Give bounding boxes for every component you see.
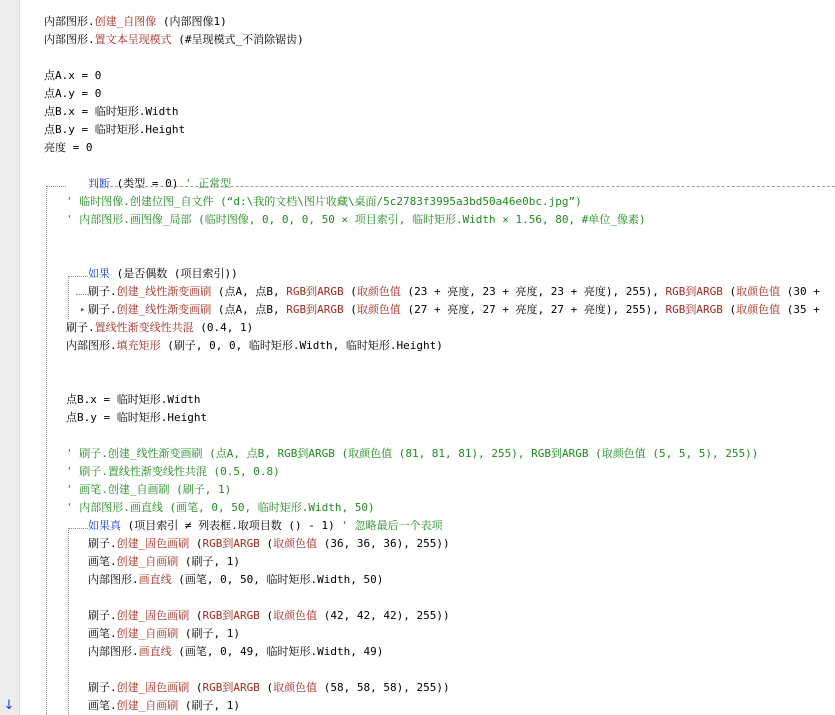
- code-token: (: [189, 609, 203, 622]
- arrow-right-icon: ▸: [80, 305, 86, 315]
- code-line[interactable]: [88, 571, 383, 589]
- code-token: 置线性渐变线性共混: [94, 321, 194, 334]
- code-token: 刷子.: [88, 681, 117, 694]
- code-line[interactable]: [66, 481, 231, 499]
- code-line[interactable]: [44, 139, 93, 157]
- code-line[interactable]: [88, 607, 450, 625]
- code-token: (: [189, 537, 203, 550]
- code-token: 填充矩形: [116, 339, 161, 352]
- code-token: 创建_固色画刷: [116, 609, 190, 622]
- code-token: 点B.x = 临时矩形.Width: [44, 105, 179, 118]
- code-line[interactable]: [88, 535, 450, 553]
- code-token: 画直线: [138, 645, 172, 658]
- code-token: (: [259, 681, 274, 694]
- code-line[interactable]: [66, 391, 200, 409]
- code-token: 取颜色值: [736, 303, 781, 316]
- code-token: 刷子.: [88, 303, 117, 316]
- code-line[interactable]: [88, 625, 240, 643]
- code-token: RGB到ARGB: [665, 303, 723, 316]
- code-token: 如果真: [88, 519, 121, 532]
- code-line[interactable]: [44, 67, 101, 85]
- code-token: 取颜色值: [273, 609, 318, 622]
- code-line[interactable]: [88, 265, 238, 283]
- code-token: 内部图形.: [44, 15, 95, 28]
- fold-guide: [68, 276, 69, 319]
- code-token: RGB到ARGB: [202, 609, 260, 622]
- code-token: 取颜色值: [273, 537, 318, 550]
- code-token: (刷子, 1): [178, 699, 240, 712]
- code-token: (: [722, 285, 737, 298]
- code-token: (: [259, 537, 274, 550]
- code-line[interactable]: [66, 463, 280, 481]
- code-token: 刷子.: [88, 285, 117, 298]
- down-arrow-icon[interactable]: ↓: [3, 698, 15, 713]
- code-line[interactable]: [66, 499, 375, 517]
- code-token: (画笔, 0, 49, 临时矩形.Width, 49): [171, 645, 384, 658]
- code-line[interactable]: [88, 679, 450, 697]
- code-token: 取颜色值: [273, 681, 318, 694]
- code-token: 点A.y = 0: [44, 87, 102, 100]
- code-token: RGB到ARGB: [202, 681, 260, 694]
- code-token: 刷子.: [88, 537, 117, 550]
- code-token: 刷子.: [88, 609, 117, 622]
- fold-guide: [46, 186, 66, 187]
- code-token: (27 + 亮度, 27 + 亮度, 27 + 亮度), 255),: [400, 303, 666, 316]
- code-token: (刷子, 0, 0, 临时矩形.Width, 临时矩形.Height): [160, 339, 443, 352]
- code-token: (35 +: [780, 303, 820, 316]
- code-token: (: [343, 285, 357, 298]
- code-token: 创建_固色画刷: [116, 681, 190, 694]
- code-token: (画笔, 0, 50, 临时矩形.Width, 50): [171, 573, 384, 586]
- code-token: ' 内部图形.画图像_局部 (临时图像, 0, 0, 0, 50 × 项目索引, 临时矩形.Width × 1.56, 80, #单位_像素): [66, 213, 646, 226]
- fold-guide: [68, 528, 69, 715]
- code-line[interactable]: [66, 193, 582, 211]
- code-token: 创建_自图像: [94, 15, 157, 28]
- code-token: 内部图形.: [88, 645, 139, 658]
- code-line[interactable]: [44, 85, 101, 103]
- code-token: (#呈现模式_不消除锯齿): [171, 33, 304, 46]
- code-token: RGB到ARGB: [286, 303, 344, 316]
- code-line[interactable]: [88, 697, 240, 715]
- code-token: 点B.y = 临时矩形.Height: [66, 411, 208, 424]
- code-token: ' 正常型: [184, 177, 232, 190]
- code-token: 刷子.: [66, 321, 95, 334]
- code-token: (: [259, 609, 274, 622]
- code-token: (: [343, 303, 357, 316]
- code-token: (项目索引 ≠ 列表框.取项目数 () - 1): [121, 519, 342, 532]
- code-token: 点A.x = 0: [44, 69, 102, 82]
- code-token: (: [722, 303, 737, 316]
- code-line[interactable]: [88, 175, 231, 193]
- code-line[interactable]: [44, 103, 178, 121]
- code-token: 创建_线性渐变画刷: [116, 285, 212, 298]
- code-token: (: [189, 681, 203, 694]
- code-token: 取颜色值: [736, 285, 781, 298]
- code-token: 画直线: [138, 573, 172, 586]
- code-token: ' 临时图像.创建位图_自文件 (“d:\我的文档\图片收藏\桌面/5c2783f3995a3bd50a46e0bc.jpg”): [66, 195, 582, 208]
- code-token: (刷子, 1): [178, 555, 240, 568]
- code-token: 取颜色值: [356, 285, 401, 298]
- code-line[interactable]: [88, 553, 240, 571]
- code-token: 创建_自画刷: [116, 627, 179, 640]
- code-token: (点A, 点B,: [211, 285, 287, 298]
- code-token: 画笔.: [88, 627, 117, 640]
- code-token: 内部图形.: [66, 339, 117, 352]
- code-token: ' 刷子.置线性渐变线性共混 (0.5, 0.8): [66, 465, 280, 478]
- code-token: (0.4, 1): [193, 321, 254, 334]
- fold-guide: [68, 276, 88, 277]
- code-token: (58, 58, 58), 255)): [317, 681, 450, 694]
- code-token: (42, 42, 42), 255)): [317, 609, 450, 622]
- code-line[interactable]: [44, 13, 227, 31]
- code-token: (点A, 点B,: [211, 303, 287, 316]
- fold-guide: [68, 528, 88, 529]
- code-token: 画笔.: [88, 699, 117, 712]
- code-token: 亮度 = 0: [44, 141, 93, 154]
- code-token: (类型 = 0): [110, 177, 185, 190]
- code-line[interactable]: [66, 211, 646, 229]
- code-token: RGB到ARGB: [202, 537, 260, 550]
- code-token: (刷子, 1): [178, 627, 240, 640]
- code-token: (30 +: [780, 285, 820, 298]
- code-line[interactable]: [44, 121, 185, 139]
- code-token: RGB到ARGB: [286, 285, 344, 298]
- code-token: (内部图像1): [156, 15, 227, 28]
- code-token: ' 内部图形.画直线 (画笔, 0, 50, 临时矩形.Width, 50): [66, 501, 375, 514]
- code-token: 如果: [88, 267, 110, 280]
- code-token: 创建_线性渐变画刷: [116, 303, 212, 316]
- code-token: 创建_固色画刷: [116, 537, 190, 550]
- code-token: ' 刷子.创建_线性渐变画刷 (点A, 点B, RGB到ARGB (取颜色值 (81, 81, 81), 255), RGB到ARGB (取颜色值 (5, 5, 5), 255)): [66, 447, 759, 460]
- code-line[interactable]: [66, 337, 443, 355]
- code-line[interactable]: [44, 31, 304, 49]
- code-token: 创建_自画刷: [116, 699, 179, 712]
- code-token: 创建_自画刷: [116, 555, 179, 568]
- code-line[interactable]: [66, 319, 253, 337]
- code-line[interactable]: [88, 283, 820, 301]
- code-token: RGB到ARGB: [665, 285, 723, 298]
- code-token: ' 忽略最后一个表项: [341, 519, 443, 532]
- code-token: (23 + 亮度, 23 + 亮度, 23 + 亮度), 255),: [400, 285, 666, 298]
- code-line[interactable]: [66, 445, 758, 463]
- code-token: (是否偶数 (项目索引)): [110, 267, 238, 280]
- code-token: 取颜色值: [356, 303, 401, 316]
- code-token: 点B.x = 临时矩形.Width: [66, 393, 201, 406]
- code-token: (36, 36, 36), 255)): [317, 537, 450, 550]
- code-token: 内部图形.: [44, 33, 95, 46]
- code-line[interactable]: [88, 301, 820, 319]
- code-token: 置文本呈现模式: [94, 33, 172, 46]
- code-token: ' 画笔.创建_自画刷 (刷子, 1): [66, 483, 232, 496]
- code-line[interactable]: [88, 517, 443, 535]
- code-token: 画笔.: [88, 555, 117, 568]
- code-token: 内部图形.: [88, 573, 139, 586]
- code-token: 点B.y = 临时矩形.Height: [44, 123, 186, 136]
- fold-guide: [46, 186, 47, 715]
- fold-guide: [76, 294, 88, 295]
- code-token: 判断: [88, 177, 110, 190]
- code-line[interactable]: [66, 409, 207, 427]
- code-line[interactable]: [88, 643, 383, 661]
